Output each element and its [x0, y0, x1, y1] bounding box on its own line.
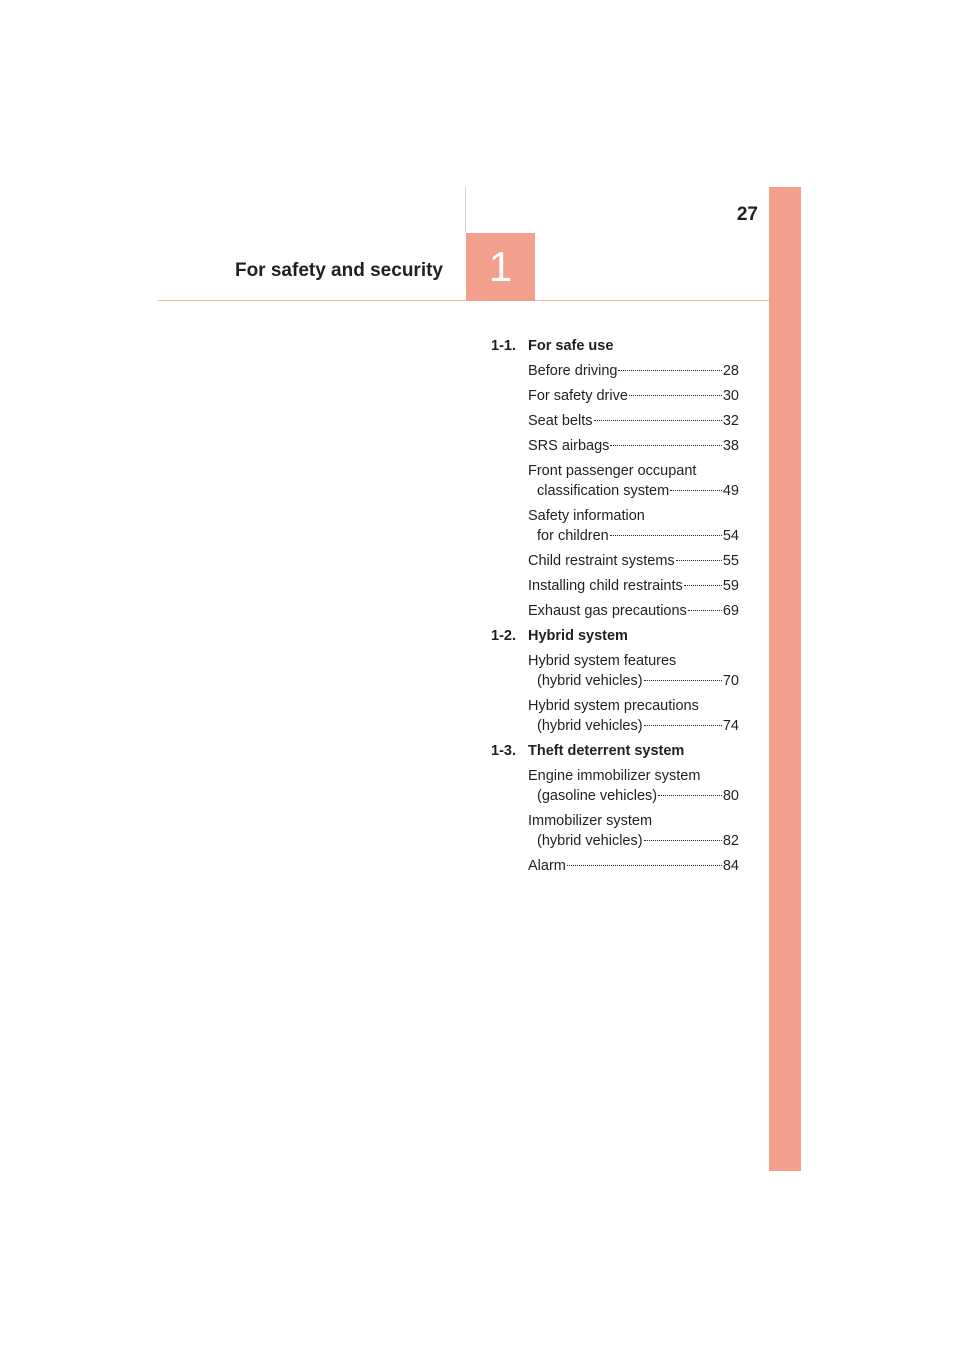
- toc-entry-line: [528, 506, 739, 526]
- toc-entry-line: [528, 481, 739, 501]
- chapter-side-tab: [769, 187, 801, 1171]
- toc-section-heading: [491, 336, 739, 356]
- section-title: For safe use: [528, 338, 614, 354]
- toc-entry-label: (hybrid vehicles): [537, 718, 643, 734]
- toc-entry-label: Engine immobilizer system: [528, 768, 701, 784]
- chapter-title: For safety and security: [234, 260, 443, 281]
- toc-entry-label: (gasoline vehicles): [537, 788, 658, 804]
- toc-entry-label: For safety drive: [528, 388, 628, 404]
- toc-entry-label: Installing child restraints: [528, 578, 683, 594]
- toc-entry-line: [528, 786, 739, 806]
- dot-leader: [594, 420, 722, 421]
- toc-entry-label: Safety information: [528, 508, 645, 524]
- toc-section-heading: [491, 741, 739, 761]
- dot-leader: [610, 445, 721, 446]
- toc-entry-line: [528, 386, 739, 406]
- toc-entry[interactable]: [528, 601, 739, 621]
- toc-entry-line: [528, 766, 739, 786]
- toc-page-number: 28: [722, 363, 739, 379]
- toc-page-number: 54: [722, 528, 739, 544]
- toc-entry[interactable]: [528, 811, 739, 851]
- toc-entry-line: [528, 361, 739, 381]
- toc-entry-line: [528, 436, 739, 456]
- toc-page-number: 55: [722, 553, 739, 569]
- section-title: Theft deterrent system: [528, 743, 685, 759]
- page-number: 27: [736, 204, 758, 225]
- header-vertical-divider: [465, 187, 466, 233]
- toc-entry-line: [528, 716, 739, 736]
- section-number: 1-1.: [491, 338, 516, 354]
- toc-entry-line: [528, 411, 739, 431]
- toc-entry[interactable]: [528, 506, 739, 546]
- toc-entry[interactable]: [528, 361, 739, 381]
- toc-entry-label: (hybrid vehicles): [537, 673, 643, 689]
- toc-entry-label: Front passenger occupant: [528, 463, 697, 479]
- toc-entry[interactable]: [528, 856, 739, 876]
- toc-entry-label: Exhaust gas precautions: [528, 603, 687, 619]
- toc-entry-line: [528, 811, 739, 831]
- dot-leader: [644, 840, 722, 841]
- toc-entry-line: [528, 671, 739, 691]
- dot-leader: [676, 560, 722, 561]
- toc-entry-line: [528, 526, 739, 546]
- toc-section-heading: [491, 626, 739, 646]
- toc-entry[interactable]: [528, 386, 739, 406]
- toc-entry-line: [528, 696, 739, 716]
- section-title: Hybrid system: [528, 628, 628, 644]
- toc-entry-line: [528, 856, 739, 876]
- toc-page-number: 80: [722, 788, 739, 804]
- dot-leader: [644, 680, 722, 681]
- toc-entry[interactable]: [528, 551, 739, 571]
- dot-leader: [610, 535, 722, 536]
- toc-entry-label: Before driving: [528, 363, 618, 379]
- table-of-contents: [491, 336, 739, 881]
- toc-page-number: 69: [722, 603, 739, 619]
- toc-entry-label: Child restraint systems: [528, 553, 675, 569]
- toc-entry-label: Immobilizer system: [528, 813, 653, 829]
- header-rule: [158, 300, 769, 301]
- toc-page-number: 49: [722, 483, 739, 499]
- dot-leader: [684, 585, 722, 586]
- dot-leader: [670, 490, 722, 491]
- toc-entry-label: classification system: [537, 483, 670, 499]
- toc-entry-line: [528, 551, 739, 571]
- toc-entry-label: Alarm: [528, 858, 566, 874]
- toc-entry-label: Hybrid system features: [528, 653, 677, 669]
- toc-entry-label: Hybrid system precautions: [528, 698, 699, 714]
- section-number: 1-2.: [491, 628, 516, 644]
- toc-entry-line: [528, 576, 739, 596]
- toc-entry[interactable]: [528, 461, 739, 501]
- toc-entry-label: SRS airbags: [528, 438, 610, 454]
- toc-entry[interactable]: [528, 436, 739, 456]
- toc-entry-line: [528, 651, 739, 671]
- chapter-number-badge: [466, 233, 535, 301]
- toc-page-number: 74: [722, 718, 739, 734]
- toc-entry-line: [528, 601, 739, 621]
- dot-leader: [658, 795, 722, 796]
- toc-page-number: 84: [722, 858, 739, 874]
- toc-entry[interactable]: [528, 651, 739, 691]
- toc-entry-line: [528, 461, 739, 481]
- section-number: 1-3.: [491, 743, 516, 759]
- toc-entry-label: for children: [537, 528, 609, 544]
- toc-page-number: 32: [722, 413, 739, 429]
- toc-page-number: 30: [722, 388, 739, 404]
- toc-entry[interactable]: [528, 696, 739, 736]
- dot-leader: [629, 395, 722, 396]
- dot-leader: [567, 865, 722, 866]
- toc-page-number: 38: [722, 438, 739, 454]
- toc-entry-label: Seat belts: [528, 413, 593, 429]
- toc-entry[interactable]: [528, 766, 739, 806]
- toc-entry[interactable]: [528, 576, 739, 596]
- toc-entry-label: (hybrid vehicles): [537, 833, 643, 849]
- chapter-number: 1: [488, 243, 513, 290]
- dot-leader: [688, 610, 722, 611]
- dot-leader: [644, 725, 722, 726]
- toc-page-number: 82: [722, 833, 739, 849]
- toc-entry[interactable]: [528, 411, 739, 431]
- dot-leader: [618, 370, 721, 371]
- toc-entry-line: [528, 831, 739, 851]
- toc-page-number: 59: [722, 578, 739, 594]
- toc-page-number: 70: [722, 673, 739, 689]
